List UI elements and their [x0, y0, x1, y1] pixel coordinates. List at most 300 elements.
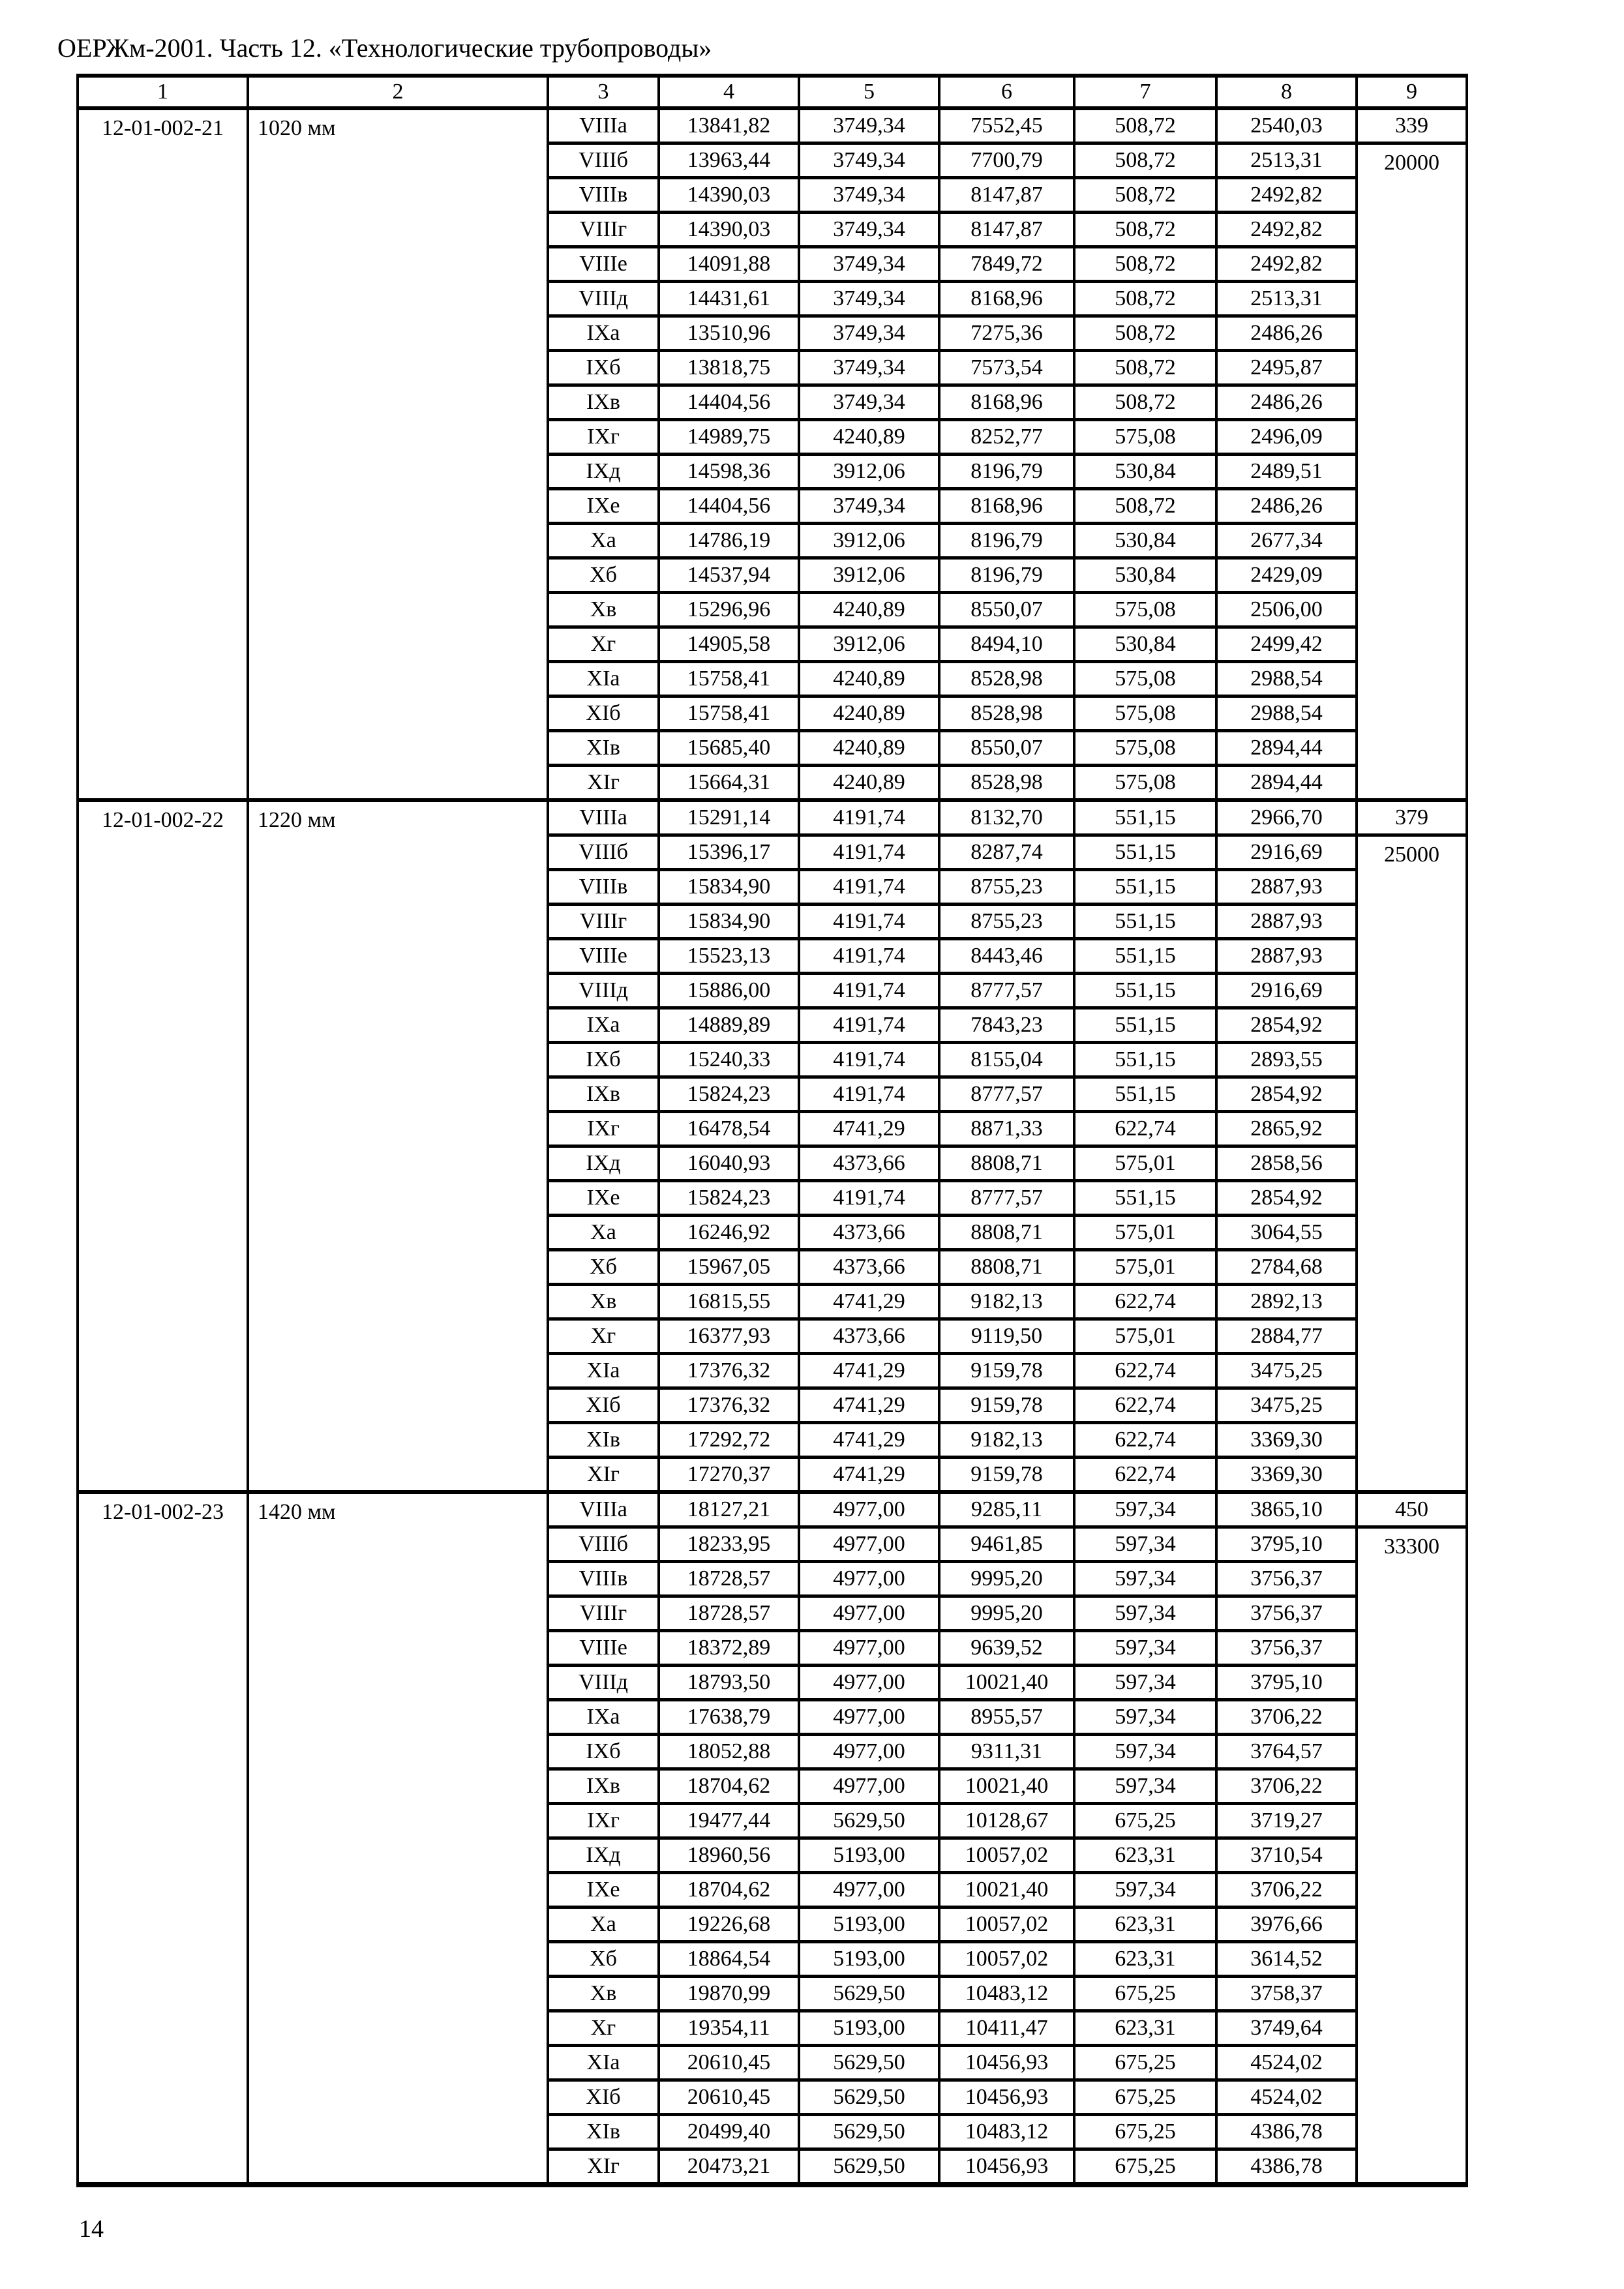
value-cell: 4741,29	[799, 1354, 939, 1388]
category-cell: VIIIг	[548, 213, 659, 247]
value-cell: 508,72	[1074, 247, 1216, 282]
size-cell: 1220 мм	[248, 800, 548, 1492]
value-cell: 575,08	[1074, 593, 1216, 627]
value-cell: 2916,69	[1216, 974, 1357, 1008]
value-cell: 15967,05	[659, 1250, 799, 1285]
value-cell: 8528,98	[939, 662, 1074, 696]
value-cell: 18704,62	[659, 1769, 799, 1804]
value-cell: 4741,29	[799, 1285, 939, 1319]
value-cell: 3719,27	[1216, 1804, 1357, 1838]
value-cell: 10057,02	[939, 1908, 1074, 1942]
value-cell: 675,25	[1074, 1804, 1216, 1838]
value-cell: 8196,79	[939, 455, 1074, 489]
value-cell: 4977,00	[799, 1562, 939, 1596]
category-cell: Xб	[548, 558, 659, 593]
value-cell: 4977,00	[799, 1631, 939, 1666]
value-cell: 8528,98	[939, 766, 1074, 801]
category-cell: IXе	[548, 1873, 659, 1908]
value-cell: 2429,09	[1216, 558, 1357, 593]
value-cell: 2894,44	[1216, 731, 1357, 766]
category-cell: IXа	[548, 316, 659, 351]
value-cell: 16478,54	[659, 1112, 799, 1146]
column-header-7: 7	[1074, 76, 1216, 108]
value-cell: 4240,89	[799, 731, 939, 766]
value-cell: 9285,11	[939, 1492, 1074, 1527]
category-cell: Xв	[548, 593, 659, 627]
value-cell: 15685,40	[659, 731, 799, 766]
value-cell: 2784,68	[1216, 1250, 1357, 1285]
value-cell: 16246,92	[659, 1216, 799, 1250]
value-cell: 8443,46	[939, 939, 1074, 974]
value-cell: 20473,21	[659, 2149, 799, 2185]
quantity-rest-cell: 33300	[1357, 1527, 1467, 2185]
value-cell: 8168,96	[939, 385, 1074, 420]
value-cell: 2894,44	[1216, 766, 1357, 801]
value-cell: 8147,87	[939, 213, 1074, 247]
value-cell: 10456,93	[939, 2046, 1074, 2080]
value-cell: 4191,74	[799, 974, 939, 1008]
category-cell: XIб	[548, 2080, 659, 2115]
category-cell: XIв	[548, 731, 659, 766]
value-cell: 551,15	[1074, 800, 1216, 835]
value-cell: 3795,10	[1216, 1527, 1357, 1562]
value-cell: 4524,02	[1216, 2080, 1357, 2115]
value-cell: 575,08	[1074, 662, 1216, 696]
value-cell: 2854,92	[1216, 1077, 1357, 1112]
value-cell: 622,74	[1074, 1112, 1216, 1146]
value-cell: 2495,87	[1216, 351, 1357, 385]
value-cell: 8777,57	[939, 974, 1074, 1008]
category-cell: VIIIг	[548, 1596, 659, 1631]
value-cell: 9119,50	[939, 1319, 1074, 1354]
value-cell: 8132,70	[939, 800, 1074, 835]
category-cell: Xа	[548, 1216, 659, 1250]
column-header-5: 5	[799, 76, 939, 108]
value-cell: 4741,29	[799, 1458, 939, 1493]
value-cell: 18864,54	[659, 1942, 799, 1977]
page-number: 14	[79, 2215, 104, 2243]
value-cell: 575,08	[1074, 731, 1216, 766]
value-cell: 2492,82	[1216, 213, 1357, 247]
value-cell: 575,01	[1074, 1146, 1216, 1181]
value-cell: 530,84	[1074, 455, 1216, 489]
value-cell: 4373,66	[799, 1216, 939, 1250]
quantity-rest-cell: 20000	[1357, 143, 1467, 801]
value-cell: 2677,34	[1216, 524, 1357, 558]
value-cell: 3976,66	[1216, 1908, 1357, 1942]
category-cell: IXв	[548, 1077, 659, 1112]
value-cell: 14537,94	[659, 558, 799, 593]
column-header-4: 4	[659, 76, 799, 108]
value-cell: 4373,66	[799, 1319, 939, 1354]
category-cell: Xг	[548, 2011, 659, 2046]
value-cell: 5629,50	[799, 2115, 939, 2149]
value-cell: 551,15	[1074, 974, 1216, 1008]
value-cell: 3706,22	[1216, 1873, 1357, 1908]
value-cell: 9182,13	[939, 1423, 1074, 1458]
value-cell: 7843,23	[939, 1008, 1074, 1043]
value-cell: 2489,51	[1216, 455, 1357, 489]
value-cell: 4240,89	[799, 662, 939, 696]
value-cell: 8155,04	[939, 1043, 1074, 1077]
value-cell: 8252,77	[939, 420, 1074, 455]
code-cell: 12-01-002-21	[78, 108, 248, 800]
value-cell: 622,74	[1074, 1285, 1216, 1319]
value-cell: 20499,40	[659, 2115, 799, 2149]
value-cell: 14091,88	[659, 247, 799, 282]
category-cell: IXд	[548, 1146, 659, 1181]
value-cell: 2893,55	[1216, 1043, 1357, 1077]
category-cell: VIIIг	[548, 905, 659, 939]
value-cell: 597,34	[1074, 1873, 1216, 1908]
value-cell: 3756,37	[1216, 1631, 1357, 1666]
code-cell: 12-01-002-23	[78, 1492, 248, 2185]
value-cell: 4240,89	[799, 696, 939, 731]
value-cell: 508,72	[1074, 316, 1216, 351]
value-cell: 2887,93	[1216, 905, 1357, 939]
value-cell: 19354,11	[659, 2011, 799, 2046]
value-cell: 14390,03	[659, 178, 799, 213]
value-cell: 16377,93	[659, 1319, 799, 1354]
value-cell: 5193,00	[799, 2011, 939, 2046]
value-cell: 3912,06	[799, 455, 939, 489]
category-cell: IXа	[548, 1008, 659, 1043]
value-cell: 2884,77	[1216, 1319, 1357, 1354]
value-cell: 3756,37	[1216, 1596, 1357, 1631]
value-cell: 2513,31	[1216, 282, 1357, 316]
value-cell: 15758,41	[659, 696, 799, 731]
category-cell: Xа	[548, 1908, 659, 1942]
value-cell: 508,72	[1074, 108, 1216, 143]
column-header-2: 2	[248, 76, 548, 108]
value-cell: 2887,93	[1216, 870, 1357, 905]
size-cell: 1020 мм	[248, 108, 548, 800]
category-cell: IXд	[548, 455, 659, 489]
value-cell: 623,31	[1074, 2011, 1216, 2046]
value-cell: 3749,34	[799, 282, 939, 316]
value-cell: 5193,00	[799, 1908, 939, 1942]
value-cell: 5193,00	[799, 1838, 939, 1873]
value-cell: 14390,03	[659, 213, 799, 247]
category-cell: VIIIа	[548, 1492, 659, 1527]
value-cell: 8528,98	[939, 696, 1074, 731]
value-cell: 10128,67	[939, 1804, 1074, 1838]
value-cell: 2492,82	[1216, 247, 1357, 282]
value-cell: 13510,96	[659, 316, 799, 351]
value-cell: 15664,31	[659, 766, 799, 801]
value-cell: 8168,96	[939, 282, 1074, 316]
value-cell: 3749,34	[799, 489, 939, 524]
category-cell: XIв	[548, 1423, 659, 1458]
value-cell: 4240,89	[799, 766, 939, 801]
category-cell: VIIIе	[548, 247, 659, 282]
value-cell: 15240,33	[659, 1043, 799, 1077]
value-cell: 597,34	[1074, 1492, 1216, 1527]
value-cell: 15886,00	[659, 974, 799, 1008]
value-cell: 4373,66	[799, 1146, 939, 1181]
category-cell: VIIIд	[548, 282, 659, 316]
value-cell: 3749,64	[1216, 2011, 1357, 2046]
value-cell: 9311,31	[939, 1735, 1074, 1769]
value-cell: 622,74	[1074, 1458, 1216, 1493]
category-cell: Xв	[548, 1285, 659, 1319]
value-cell: 7700,79	[939, 143, 1074, 178]
size-cell: 1420 мм	[248, 1492, 548, 2185]
category-cell: IXв	[548, 1769, 659, 1804]
value-cell: 3749,34	[799, 247, 939, 282]
value-cell: 675,25	[1074, 1977, 1216, 2011]
value-cell: 20610,45	[659, 2046, 799, 2080]
value-cell: 3756,37	[1216, 1562, 1357, 1596]
category-cell: VIIIа	[548, 800, 659, 835]
value-cell: 18728,57	[659, 1562, 799, 1596]
value-cell: 13818,75	[659, 351, 799, 385]
category-cell: XIб	[548, 696, 659, 731]
value-cell: 15396,17	[659, 835, 799, 870]
value-cell: 4524,02	[1216, 2046, 1357, 2080]
value-cell: 551,15	[1074, 905, 1216, 939]
value-cell: 3706,22	[1216, 1700, 1357, 1735]
value-cell: 530,84	[1074, 524, 1216, 558]
value-cell: 16815,55	[659, 1285, 799, 1319]
value-cell: 15523,13	[659, 939, 799, 974]
value-cell: 675,25	[1074, 2080, 1216, 2115]
value-cell: 597,34	[1074, 1562, 1216, 1596]
category-cell: VIIIб	[548, 143, 659, 178]
value-cell: 14889,89	[659, 1008, 799, 1043]
quantity-cell: 450	[1357, 1492, 1467, 1527]
value-cell: 4741,29	[799, 1112, 939, 1146]
category-cell: VIIIб	[548, 835, 659, 870]
value-cell: 4977,00	[799, 1492, 939, 1527]
value-cell: 14905,58	[659, 627, 799, 662]
value-cell: 3749,34	[799, 385, 939, 420]
value-cell: 14404,56	[659, 385, 799, 420]
value-cell: 14598,36	[659, 455, 799, 489]
value-cell: 4191,74	[799, 1077, 939, 1112]
column-header-6: 6	[939, 76, 1074, 108]
value-cell: 508,72	[1074, 351, 1216, 385]
value-cell: 4191,74	[799, 1043, 939, 1077]
value-cell: 10456,93	[939, 2080, 1074, 2115]
value-cell: 530,84	[1074, 627, 1216, 662]
value-cell: 597,34	[1074, 1700, 1216, 1735]
value-cell: 4373,66	[799, 1250, 939, 1285]
code-cell: 12-01-002-22	[78, 800, 248, 1492]
value-cell: 18960,56	[659, 1838, 799, 1873]
value-cell: 508,72	[1074, 489, 1216, 524]
category-cell: Xб	[548, 1942, 659, 1977]
value-cell: 551,15	[1074, 1043, 1216, 1077]
category-cell: IXе	[548, 489, 659, 524]
value-cell: 8196,79	[939, 524, 1074, 558]
value-cell: 17638,79	[659, 1700, 799, 1735]
quantity-cell: 339	[1357, 108, 1467, 143]
value-cell: 9182,13	[939, 1285, 1074, 1319]
value-cell: 2513,31	[1216, 143, 1357, 178]
value-cell: 4741,29	[799, 1388, 939, 1423]
value-cell: 2486,26	[1216, 489, 1357, 524]
value-cell: 623,31	[1074, 1908, 1216, 1942]
document-header-title: ОЕРЖм-2001. Часть 12. «Технологические трубопроводы»	[57, 33, 712, 63]
value-cell: 9159,78	[939, 1458, 1074, 1493]
value-cell: 2988,54	[1216, 696, 1357, 731]
value-cell: 8955,57	[939, 1700, 1074, 1735]
value-cell: 8550,07	[939, 731, 1074, 766]
column-header-row	[78, 76, 1467, 108]
value-cell: 3369,30	[1216, 1458, 1357, 1493]
value-cell: 3706,22	[1216, 1769, 1357, 1804]
value-cell: 5193,00	[799, 1942, 939, 1977]
value-cell: 3749,34	[799, 143, 939, 178]
value-cell: 551,15	[1074, 939, 1216, 974]
value-cell: 2506,00	[1216, 593, 1357, 627]
value-cell: 8871,33	[939, 1112, 1074, 1146]
value-cell: 4191,74	[799, 835, 939, 870]
value-cell: 9159,78	[939, 1354, 1074, 1388]
value-cell: 551,15	[1074, 1181, 1216, 1216]
value-cell: 3475,25	[1216, 1388, 1357, 1423]
value-cell: 575,01	[1074, 1250, 1216, 1285]
value-cell: 551,15	[1074, 1077, 1216, 1112]
value-cell: 575,08	[1074, 696, 1216, 731]
value-cell: 4191,74	[799, 939, 939, 974]
value-cell: 15824,23	[659, 1077, 799, 1112]
value-cell: 2492,82	[1216, 178, 1357, 213]
value-cell: 7275,36	[939, 316, 1074, 351]
value-cell: 4240,89	[799, 420, 939, 455]
value-cell: 2966,70	[1216, 800, 1357, 835]
value-cell: 2892,13	[1216, 1285, 1357, 1319]
value-cell: 575,08	[1074, 766, 1216, 801]
value-cell: 551,15	[1074, 835, 1216, 870]
value-cell: 597,34	[1074, 1769, 1216, 1804]
value-cell: 9995,20	[939, 1596, 1074, 1631]
value-cell: 508,72	[1074, 143, 1216, 178]
value-cell: 3912,06	[799, 524, 939, 558]
value-cell: 3749,34	[799, 316, 939, 351]
value-cell: 3764,57	[1216, 1735, 1357, 1769]
table-row	[78, 108, 1467, 143]
value-cell: 15296,96	[659, 593, 799, 627]
value-cell: 3749,34	[799, 178, 939, 213]
value-cell: 4191,74	[799, 1008, 939, 1043]
table-row	[78, 1492, 1467, 1527]
category-cell: IXд	[548, 1838, 659, 1873]
value-cell: 4977,00	[799, 1700, 939, 1735]
value-cell: 10021,40	[939, 1873, 1074, 1908]
value-cell: 2858,56	[1216, 1146, 1357, 1181]
value-cell: 18233,95	[659, 1527, 799, 1562]
value-cell: 13963,44	[659, 143, 799, 178]
value-cell: 8755,23	[939, 870, 1074, 905]
value-cell: 16040,93	[659, 1146, 799, 1181]
value-cell: 4191,74	[799, 800, 939, 835]
value-cell: 9159,78	[939, 1388, 1074, 1423]
value-cell: 3064,55	[1216, 1216, 1357, 1250]
value-cell: 17376,32	[659, 1388, 799, 1423]
value-cell: 675,25	[1074, 2115, 1216, 2149]
value-cell: 8755,23	[939, 905, 1074, 939]
column-header-3: 3	[548, 76, 659, 108]
category-cell: VIIIв	[548, 870, 659, 905]
value-cell: 597,34	[1074, 1596, 1216, 1631]
category-cell: VIIIе	[548, 939, 659, 974]
value-cell: 4240,89	[799, 593, 939, 627]
value-cell: 2486,26	[1216, 316, 1357, 351]
value-cell: 551,15	[1074, 870, 1216, 905]
category-cell: IXг	[548, 1112, 659, 1146]
category-cell: IXе	[548, 1181, 659, 1216]
value-cell: 3475,25	[1216, 1354, 1357, 1388]
value-cell: 4977,00	[799, 1769, 939, 1804]
value-cell: 8808,71	[939, 1250, 1074, 1285]
value-cell: 2887,93	[1216, 939, 1357, 974]
value-cell: 3912,06	[799, 558, 939, 593]
value-cell: 18793,50	[659, 1666, 799, 1700]
category-cell: VIIIд	[548, 974, 659, 1008]
value-cell: 4386,78	[1216, 2149, 1357, 2185]
value-cell: 17292,72	[659, 1423, 799, 1458]
value-cell: 3758,37	[1216, 1977, 1357, 2011]
value-cell: 10057,02	[939, 1838, 1074, 1873]
category-cell: Xв	[548, 1977, 659, 2011]
value-cell: 508,72	[1074, 178, 1216, 213]
rates-table	[76, 74, 1468, 2187]
value-cell: 13841,82	[659, 108, 799, 143]
value-cell: 2865,92	[1216, 1112, 1357, 1146]
value-cell: 5629,50	[799, 2046, 939, 2080]
value-cell: 2499,42	[1216, 627, 1357, 662]
value-cell: 7552,45	[939, 108, 1074, 143]
category-cell: IXб	[548, 1043, 659, 1077]
column-header-9: 9	[1357, 76, 1467, 108]
value-cell: 597,34	[1074, 1735, 1216, 1769]
value-cell: 575,08	[1074, 420, 1216, 455]
value-cell: 17270,37	[659, 1458, 799, 1493]
value-cell: 10483,12	[939, 2115, 1074, 2149]
value-cell: 3865,10	[1216, 1492, 1357, 1527]
value-cell: 19477,44	[659, 1804, 799, 1838]
table-row	[78, 800, 1467, 835]
value-cell: 5629,50	[799, 1977, 939, 2011]
value-cell: 18052,88	[659, 1735, 799, 1769]
value-cell: 14431,61	[659, 282, 799, 316]
category-cell: Xа	[548, 524, 659, 558]
value-cell: 4386,78	[1216, 2115, 1357, 2149]
value-cell: 508,72	[1074, 282, 1216, 316]
value-cell: 2486,26	[1216, 385, 1357, 420]
value-cell: 575,01	[1074, 1216, 1216, 1250]
value-cell: 14989,75	[659, 420, 799, 455]
value-cell: 551,15	[1074, 1008, 1216, 1043]
value-cell: 5629,50	[799, 2149, 939, 2185]
value-cell: 8147,87	[939, 178, 1074, 213]
category-cell: IXг	[548, 1804, 659, 1838]
value-cell: 4191,74	[799, 870, 939, 905]
value-cell: 10021,40	[939, 1769, 1074, 1804]
category-cell: XIг	[548, 766, 659, 801]
value-cell: 15291,14	[659, 800, 799, 835]
value-cell: 18372,89	[659, 1631, 799, 1666]
value-cell: 675,25	[1074, 2149, 1216, 2185]
value-cell: 3369,30	[1216, 1423, 1357, 1458]
value-cell: 8494,10	[939, 627, 1074, 662]
category-cell: Xг	[548, 1319, 659, 1354]
value-cell: 597,34	[1074, 1666, 1216, 1700]
category-cell: XIа	[548, 662, 659, 696]
category-cell: VIIIд	[548, 1666, 659, 1700]
